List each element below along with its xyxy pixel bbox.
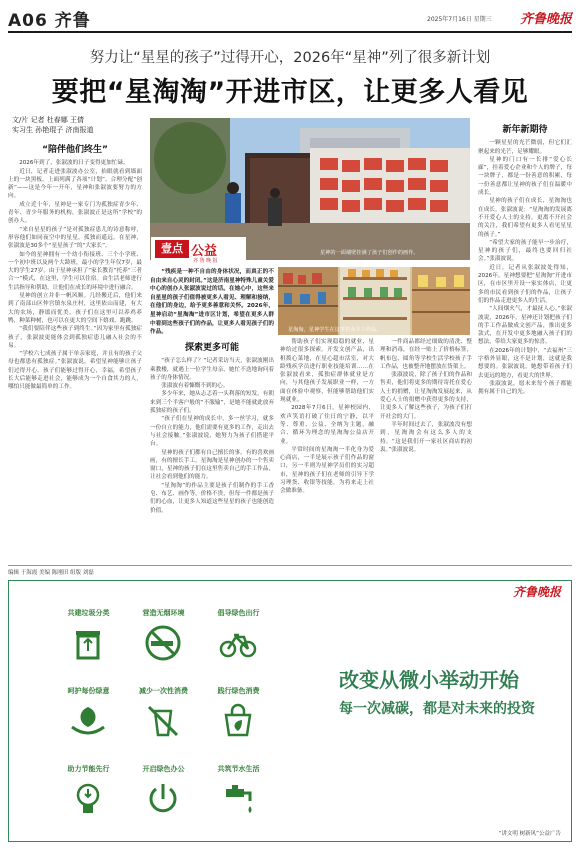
ad-credit: “讲文明 树新风”公益广告 [498, 831, 561, 837]
paragraph: 近日，记者走进张淑波办公室，抬眼就看到墙面上的一块黑板，上面列满了各项“计划”。合理分配“创新”——这是今年一开年，星神和张淑波要努力的方向。 [8, 168, 142, 200]
eco-item [126, 679, 201, 757]
byline-line: 实习生 孙艳琨子 济南报道 [12, 125, 94, 134]
eco-item-label: 开启绿色办公 [142, 765, 185, 773]
paragraph: “孩子怎么样了？”记者采访当天，张淑波刚出乘教楼，就遇上一位学生母亲，她忙不迭地询问着孩子的身体情况。 [150, 358, 274, 381]
article-intro [150, 268, 274, 336]
paragraph: “学校六七成孩子属于单亲家庭，并且有的孩子父母也都患有孤独症。”张淑波说，希望星神能够让孩子们过得开心，孩子们能够过得开心，幸福，希望孩子长大后能够走进社会，能够成为一个自食其力的人，哪怕只能做最简单的工作。 [8, 351, 142, 391]
eco-item-label: 助力节能先行 [67, 765, 110, 773]
logo-subtext: 齐 鲁 晚 报 [193, 258, 218, 264]
paragraph: 平常时间的星淘淘一半化身为爱心商店，一半是展示孩子们作品的窗口，另一半则为星神学员们的实习超市，星神的孩子们在老师的引导下学习理货、收银等技能，为将来走上社会做准备。 [280, 446, 374, 495]
ad-slogan-main: 改变从微小举动开始 [339, 668, 519, 692]
ad-newspaper-logo: 齐鲁晚报 [512, 585, 561, 599]
section-heading: 探索更多可能 [184, 343, 239, 353]
logo-badge: 壹点 [155, 240, 189, 258]
logo-text: 公益 [191, 244, 218, 259]
eco-item-label: 践行绿色消费 [217, 687, 260, 695]
byline [12, 116, 93, 135]
eco-item [51, 679, 126, 757]
photo-caption: 星淘淘，星神学生在这里售卖手工作品。 [288, 327, 382, 333]
byline-line: 文/片 记者 杜春娜 王倩 [12, 116, 85, 124]
paragraph: “我们要陪伴这些孩子到终生。”因为家里有孤独症孩子，张淑波更能体会到孤独症患儿融入社会的不易。 [8, 326, 142, 349]
paragraph: 一颗星星的光芒微弱，但它们汇聚起来的光芒，足够耀眼。 [478, 140, 572, 155]
power-icon [143, 779, 183, 819]
section-heading: “陪伴他们终生” [42, 145, 108, 155]
section-heading: 新年新期待 [502, 125, 548, 135]
eco-item-label: 共筑节水生活 [217, 765, 260, 773]
photo-caption: 星神的一面墙壁挂满了孩子们创作的画作。 [320, 250, 419, 256]
recycle-bin-icon [68, 623, 108, 663]
editor-rule [8, 565, 572, 566]
eco-item [201, 679, 276, 757]
paragraph: 张淑波说，愿未来每个孩子都能拥有属于自己的光。 [478, 380, 572, 396]
paragraph: 2028年7月6日，星神校园内，欢声笑语打破了往日的宁静，以平等、尊重、公益、全纳为主题，融合、循环为理念的星淘淘公益店开业。 [280, 405, 374, 445]
editor-credits: 编辑 于海霞 美编 陈刚田 组版 刘磊 [8, 570, 94, 576]
ad-slogan-sub: 每一次减碳，都是对未来的投资 [339, 701, 535, 717]
article-subtitle: 努力让“星星的孩子”过得开心，2026年“星神”列了很多新计划 [89, 50, 491, 66]
issue-date: 2025年7月16日 星期三 [427, 16, 492, 23]
article-column-5 [380, 338, 472, 560]
paragraph: 一件商品都经过细致的清洗、整理和消毒，在经一贴上了价格标签，帆布包、圆角等学校生活学校孩子手工作品，也被整齐地摆放在货架上。 [380, 339, 472, 370]
no-smoking-icon [143, 623, 183, 663]
paragraph: “来自星星的孩子”是对孤独症患儿的诗意称呼，形容他们如同夜空中的星星，孤独而遥远。在星神，张淑波是30多个“星星孩子”的“大家长”。 [8, 226, 142, 250]
article-column-3 [150, 338, 274, 560]
paragraph: 星神的孩子们在成长，星淘淘也在成长。张淑波说：“星淘淘的发展离不开爱心人士的支持，更离不开社会的关注，我们希望有更多人看见星星的孩子。” [478, 198, 572, 238]
eco-item-label: 减少一次性消费 [139, 687, 188, 695]
paragraph: “孩子们在星神的成长中，多一丝学习，就多一份自立的能力，他们需要有更多的工作，走出去与社会接触。”张淑波说，她努力为孩子们搭建平台。 [150, 416, 274, 448]
page-header [0, 0, 580, 36]
newspaper-logo: 齐鲁晚报 [520, 12, 573, 27]
no-disposable-icon [143, 701, 183, 741]
paragraph: 星神的门口有一长排“爱心长廊”，挂着爱心企业和个人的牌子，每一块牌子，都是一份善意的积累，每一份善意都让星神的孩子们在温暖中成长。 [478, 156, 572, 197]
public-service-ad [8, 580, 572, 842]
paragraph: 张淑波有着慷慨不到的心。 [161, 383, 229, 390]
paragraph: 半年时间过去了，张淑波没有想到，星淘淘会有这么多人的支持。“这是我们开一家社区商店的初衷。”张淑波说。 [380, 421, 472, 453]
eco-item [126, 757, 201, 835]
eco-item [201, 601, 276, 679]
paragraph: 帮助孩子们实现稳稳的就业，星神给过很多探索。开发文创产品，出租拨心菜地，在星心超市活室，对大龄残疾学员进行职业技能培训……在张淑波看来，孤独症群体就业是方向，与其他孩子发展职业一样，一方面在体验中观察，但能够帮助他们实现就业。 [280, 339, 374, 404]
paragraph: 张淑波说，除了孩子们的作品和售卖，他们将更多的期待寄托在爱心人士的捐赠，让星淘淘发展起来，从爱心人士的捐赠中获得更多的支持，让更多人了解这些孩子，为孩子们打开社会的大门。 [380, 372, 472, 420]
eco-icon-grid [51, 601, 277, 837]
leaf-hands-icon [68, 701, 108, 741]
eco-item-label: 呵护每份绿意 [67, 687, 110, 695]
article-column-1 [8, 140, 142, 560]
photo-shop-illustration [278, 267, 470, 335]
paragraph: 成立近十年，星神是一家专门为孤独症青少年、青年、青少年服务的机构，张淑波正是这所“学校”的创办人。 [8, 201, 142, 225]
paragraph: 近日，记者从张淑波处得知，2026年，星神想要把“星淘淘”开进市区，在市区里开设一家实体店，让更多的市民看到孩子们的作品，让孩子们的作品走进更多人的生活。 [478, 264, 572, 304]
header-rule [8, 31, 572, 33]
article-column-6 [478, 120, 572, 560]
eco-item [51, 757, 126, 835]
paragraph: 星神的创立并非一帆风顺。几经搬迁后，他们来到了南部山区仲宫镇东泉庄村，这里依山而建，有大大的农场，静谧而优美。孩子们在这里可以养鸡养鸭，种菜种树，也可以在更大的空间下嬉戏、跑跳。 [8, 293, 142, 324]
section-label: A06 齐鲁 [8, 11, 91, 31]
paragraph: “星淘淘”的作品主要是孩子们制作的手工香皂、布艺、画作等，价格不贵，但每一件都是孩子们的心血，让更多人知道这些星星的孩子也能创造价值。 [150, 482, 274, 514]
paragraph: “人间烟火气，才最抚人心。”张淑波说，2026年，星神还计划把孩子们的手工作品做成文创产品，推出更多款式，在开发中更多地融入孩子们的想法，带给大家更多的惊喜。 [478, 306, 572, 346]
paragraph: 在2026年的计划中，“去福州”三字格外显眼，这不是计划，这就是我想要的。张淑波说，她想带着孩子们去更远的地方，看更大的世界。 [478, 347, 572, 379]
article-title: 要把“星淘淘”开进市区，让更多人看见 [51, 77, 529, 108]
eco-item [51, 601, 126, 679]
article-column-4 [280, 338, 374, 560]
eco-item [126, 601, 201, 679]
eco-item-label: 倡导绿色出行 [217, 609, 260, 617]
eco-item [201, 757, 276, 835]
public-welfare-logo [151, 237, 246, 267]
paragraph: 如今的星神拥有一个幼小衔接班、三个小学班、一个初中班以及两个大龄班，最小的学生年仅7岁，最大的学生27岁。由于星神承担了“家长教育”托养“三者合一”模式，在这里，学生可以住宿。由生活老师进行生活指导和帮助，让他们在成长的环境中进行融合。 [8, 251, 142, 291]
eco-shopping-icon [218, 701, 258, 741]
paragraph: 2026年到了，张淑波的日子变得更加忙碌。 [19, 160, 129, 167]
lightbulb-icon [68, 779, 108, 819]
faucet-icon [218, 779, 258, 819]
bicycle-icon [218, 623, 258, 663]
paragraph: 星神的孩子们都有自己擅长的事，有的喜欢画画，有的擅长手工。星淘淘是星神创办的一个售卖窗口，星神的孩子们在这里售卖自己的手工作品，让社会看到他们的能力。 [150, 449, 274, 481]
paragraph: “希望大家的孩子能早一步治疗，星神的孩子们，最终也要回归社会。”张淑波说。 [478, 239, 572, 263]
eco-item-label: 营造无烟环境 [142, 609, 185, 617]
intro-paragraph: “残疾是一种不自由的身体状况，而真正的不自由来自心灵的封闭。”这是济南星神特殊儿童关爱中心的创办人张淑波说过的话。在她心中，这些来自星星的孩子们值得被更多人看见、理解和接纳，在他们的身边，给予更多善意和关怀。2026年，星神启动“星淘淘”进市区计划，希望在更多人群中看到这些孩子们的作品，让更多人看见孩子们的作品。 [150, 269, 274, 336]
eco-item-label: 共建垃圾分类 [67, 609, 110, 617]
photo-shop-shelves [278, 267, 470, 335]
paragraph: 多少年来，她从忐忑着一头利落的短发，有朝来到三个半客户般的“不服输”，是她不能就此放弃孤独症的孩子们。 [150, 391, 274, 415]
